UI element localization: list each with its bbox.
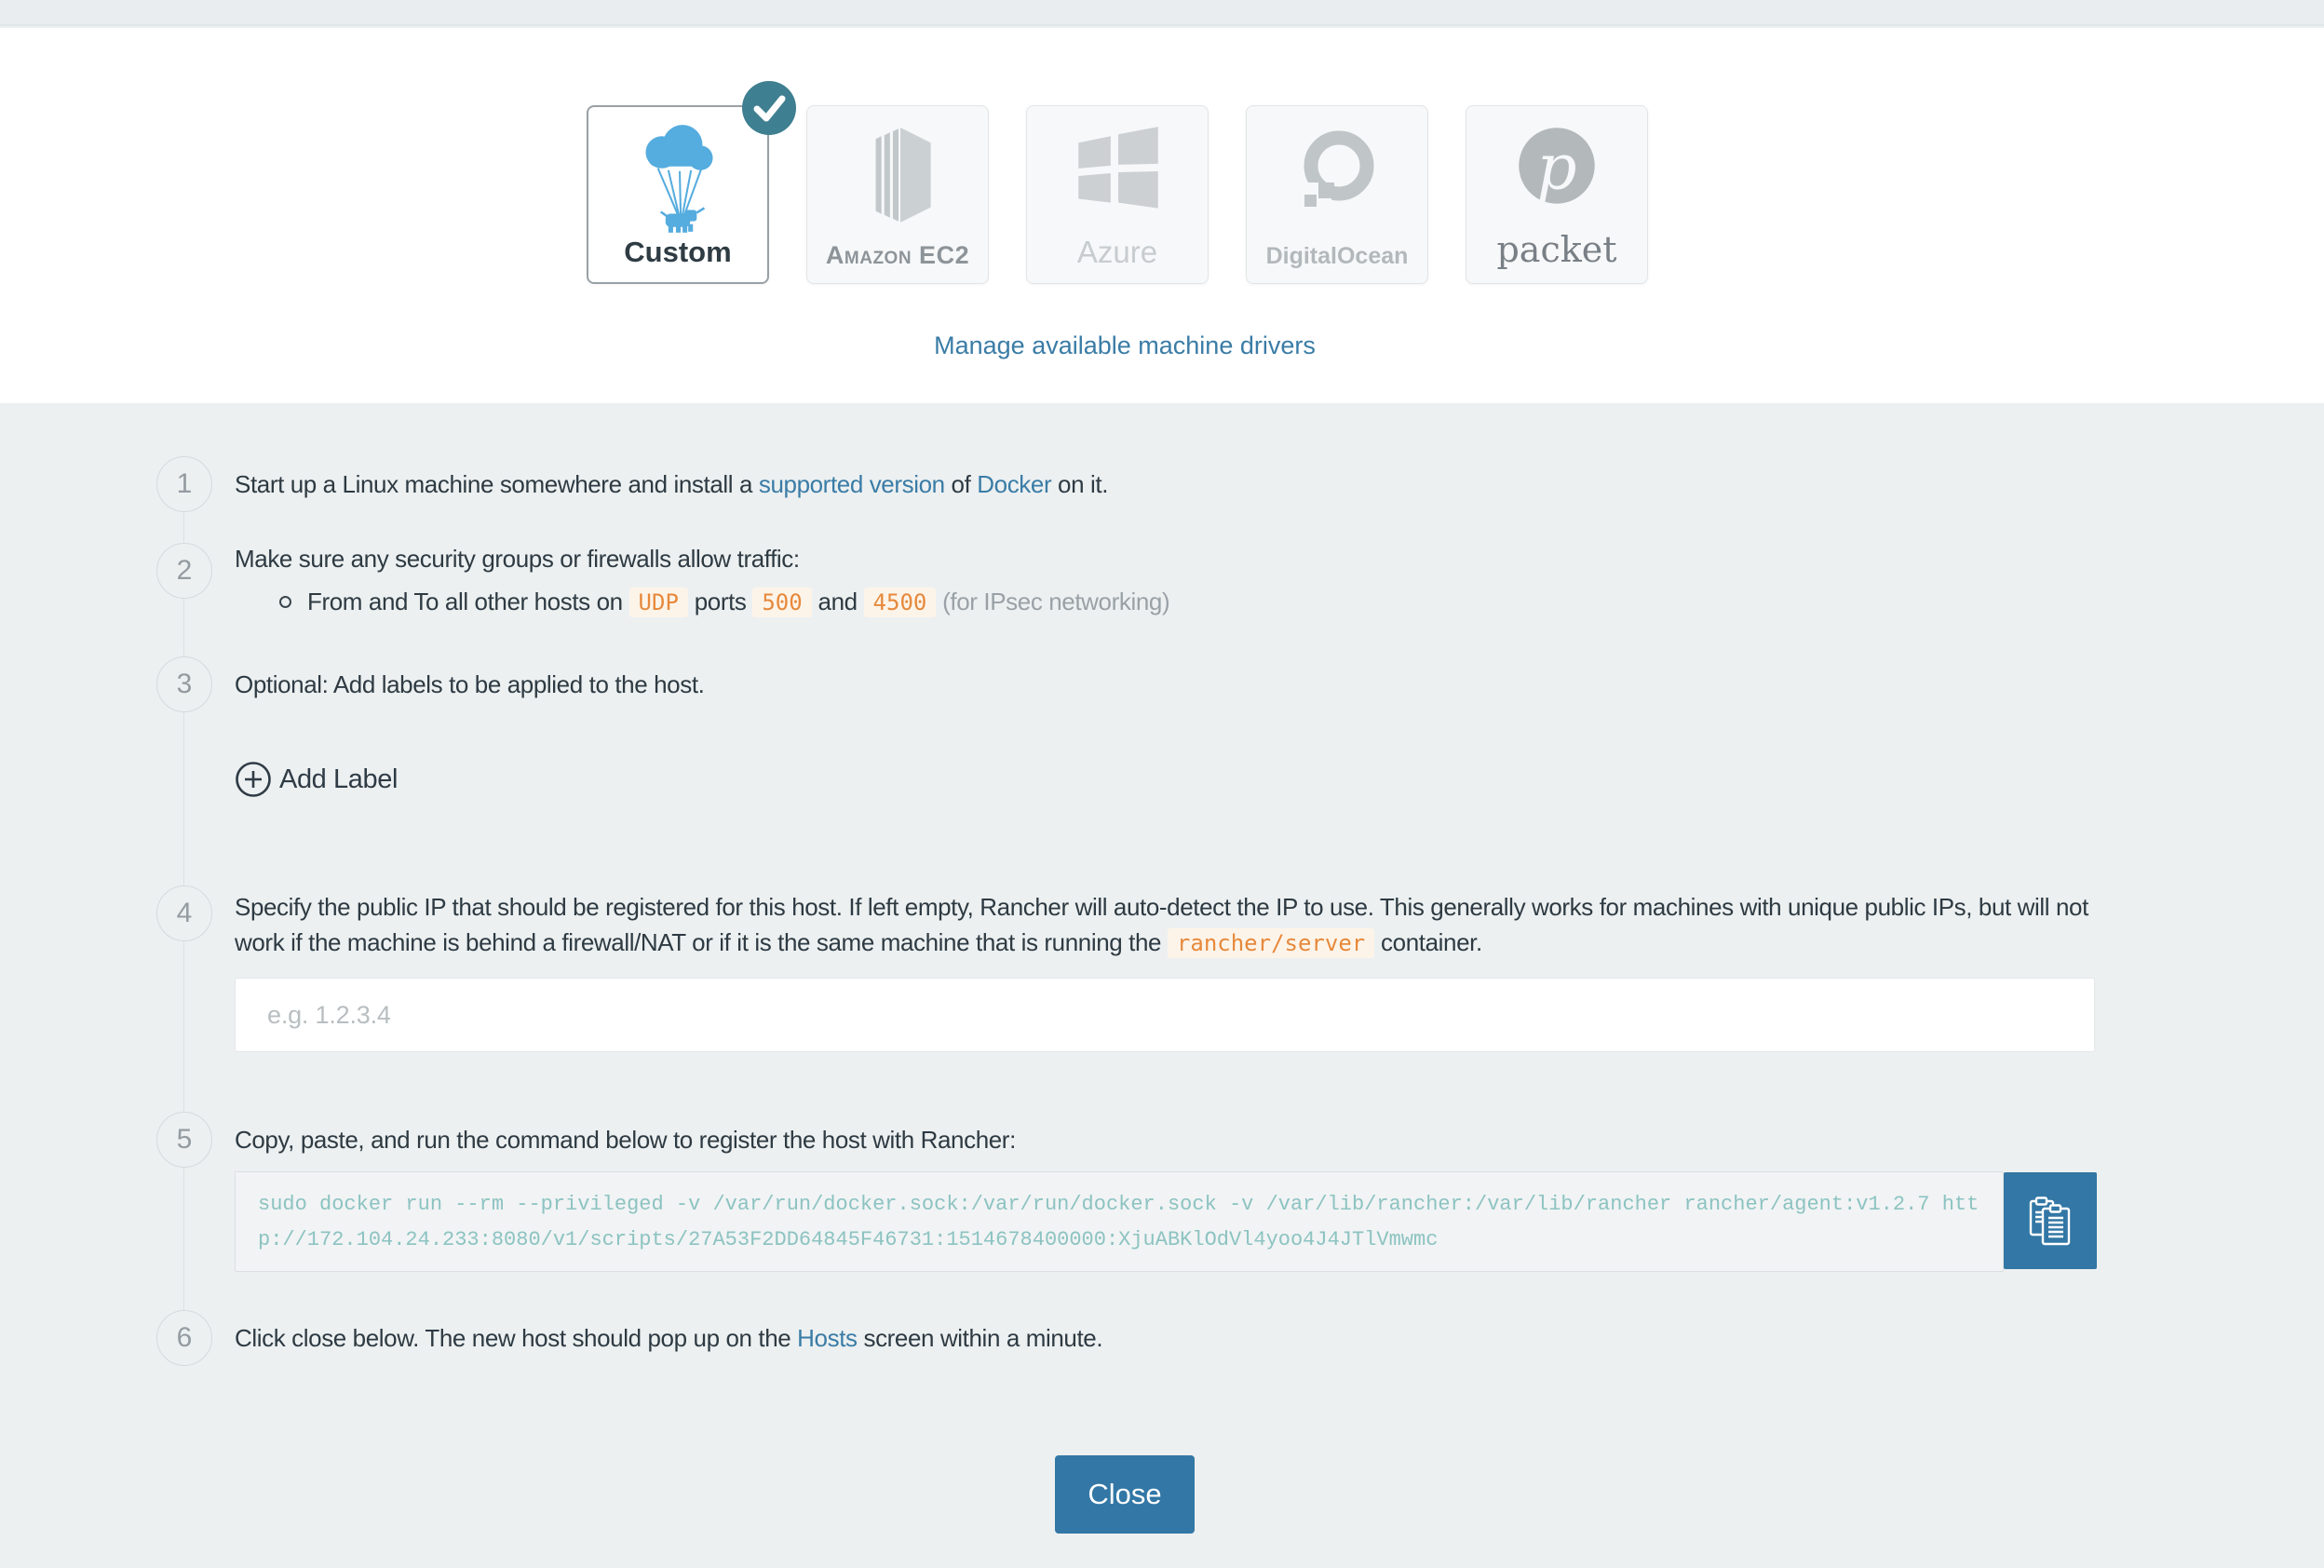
registration-command-box xyxy=(235,1171,2004,1272)
svg-text:p: p xyxy=(1536,130,1577,204)
port-500-chip: 500 xyxy=(752,588,811,617)
custom-driver-icon xyxy=(588,120,767,243)
driver-card-label: DigitalOcean xyxy=(1265,243,1409,269)
step-1-text-of: of xyxy=(944,470,978,498)
driver-card-packet[interactable] xyxy=(1466,105,1648,284)
step-6-number: 6 xyxy=(156,1310,212,1366)
step-2-bullet-text xyxy=(307,584,1169,620)
step-5-text: Copy, paste, and run the command below to register the host with Rancher: xyxy=(235,1126,1016,1154)
step-2-heading: Make sure any security groups or firewalls allow traffic: xyxy=(235,545,800,573)
step-2-bullet xyxy=(279,584,1169,620)
step-5-number: 5 xyxy=(156,1112,212,1168)
step-3-text: Optional: Add labels to be applied to the host. xyxy=(235,670,705,698)
digitalocean-icon xyxy=(1247,119,1427,223)
azure-icon xyxy=(1027,119,1208,227)
hosts-link[interactable]: Hosts xyxy=(797,1324,858,1352)
plus-circle-icon xyxy=(235,761,272,798)
manage-machine-drivers-link[interactable]: Manage available machine drivers xyxy=(934,331,1316,359)
step-4-text-after: container. xyxy=(1374,928,1482,956)
registration-command: sudo docker run --rm --privileged -v /var/run/docker.sock:/var/run/docker.sock -v /var/lib/rancher:/var/lib/rancher rancher/agent:v1.2.7 http://172.104.24.233:8080/v1/scripts/27A53F2DD64845F46731:1514678400000:XjuABKlOdVl4yoo4J4JTlVmwmc xyxy=(258,1193,1979,1251)
driver-card-amazon-ec2[interactable] xyxy=(806,105,989,284)
step-3-number: 3 xyxy=(156,656,212,712)
page-background-strip xyxy=(0,0,2324,26)
ipsec-note: (for IPsec networking) xyxy=(936,588,1170,615)
supported-version-link[interactable]: supported version xyxy=(758,470,945,498)
rancher-server-chip: rancher/server xyxy=(1168,928,1374,958)
public-ip-input[interactable] xyxy=(235,978,2095,1052)
selected-check-icon xyxy=(742,81,796,135)
driver-card-label: Custom xyxy=(624,236,732,268)
port-4500-chip: 4500 xyxy=(864,588,937,617)
step-4-number: 4 xyxy=(156,885,212,941)
step-1-number: 1 xyxy=(156,456,212,512)
driver-cards-row xyxy=(587,105,1648,284)
driver-card-label: packet xyxy=(1496,229,1617,270)
step-4-text-before: Specify the public IP that should be registered for this host. If left empty, Rancher will auto-detect the IP to use. This generally works for machines with unique public IPs, but will not work if the machine is behind a firewall/NAT or if it is the same machine that is running the xyxy=(235,893,2088,956)
driver-card-label: Amazon EC2 xyxy=(825,241,970,269)
driver-card-digitalocean[interactable] xyxy=(1246,105,1428,284)
bullet-circle-icon xyxy=(279,596,291,608)
driver-card-azure[interactable] xyxy=(1026,105,1209,284)
bullet-and-text: and xyxy=(811,588,864,615)
step-1-text-after: on it. xyxy=(1051,470,1109,498)
docker-link[interactable]: Docker xyxy=(977,470,1052,498)
step-1-text-before: Start up a Linux machine somewhere and install a xyxy=(235,470,759,498)
copy-command-button[interactable] xyxy=(2004,1172,2097,1269)
clipboard-icon xyxy=(2026,1194,2074,1248)
step-4-text xyxy=(235,889,2097,961)
manage-drivers-row xyxy=(0,331,2250,360)
close-button[interactable]: Close xyxy=(1055,1455,1195,1534)
step-6-text-before: Click close below. The new host should pop up on the xyxy=(235,1324,798,1352)
add-label-button[interactable] xyxy=(235,761,398,798)
step-6-text-after: screen within a minute. xyxy=(857,1324,1103,1352)
bullet-ports-text: ports xyxy=(687,588,753,615)
driver-card-label: Azure xyxy=(1076,235,1158,269)
udp-chip: UDP xyxy=(629,588,688,617)
add-label-text: Add Label xyxy=(279,764,399,794)
setup-steps xyxy=(0,403,2324,1568)
step-1-text xyxy=(235,466,1108,502)
packet-icon xyxy=(1466,119,1647,216)
amazon-ec2-icon xyxy=(807,119,988,235)
bullet-text-before: From and To all other hosts on xyxy=(307,588,629,615)
driver-card-custom[interactable] xyxy=(587,105,769,284)
step-6-text xyxy=(235,1320,1102,1356)
step-2-number: 2 xyxy=(156,543,212,599)
